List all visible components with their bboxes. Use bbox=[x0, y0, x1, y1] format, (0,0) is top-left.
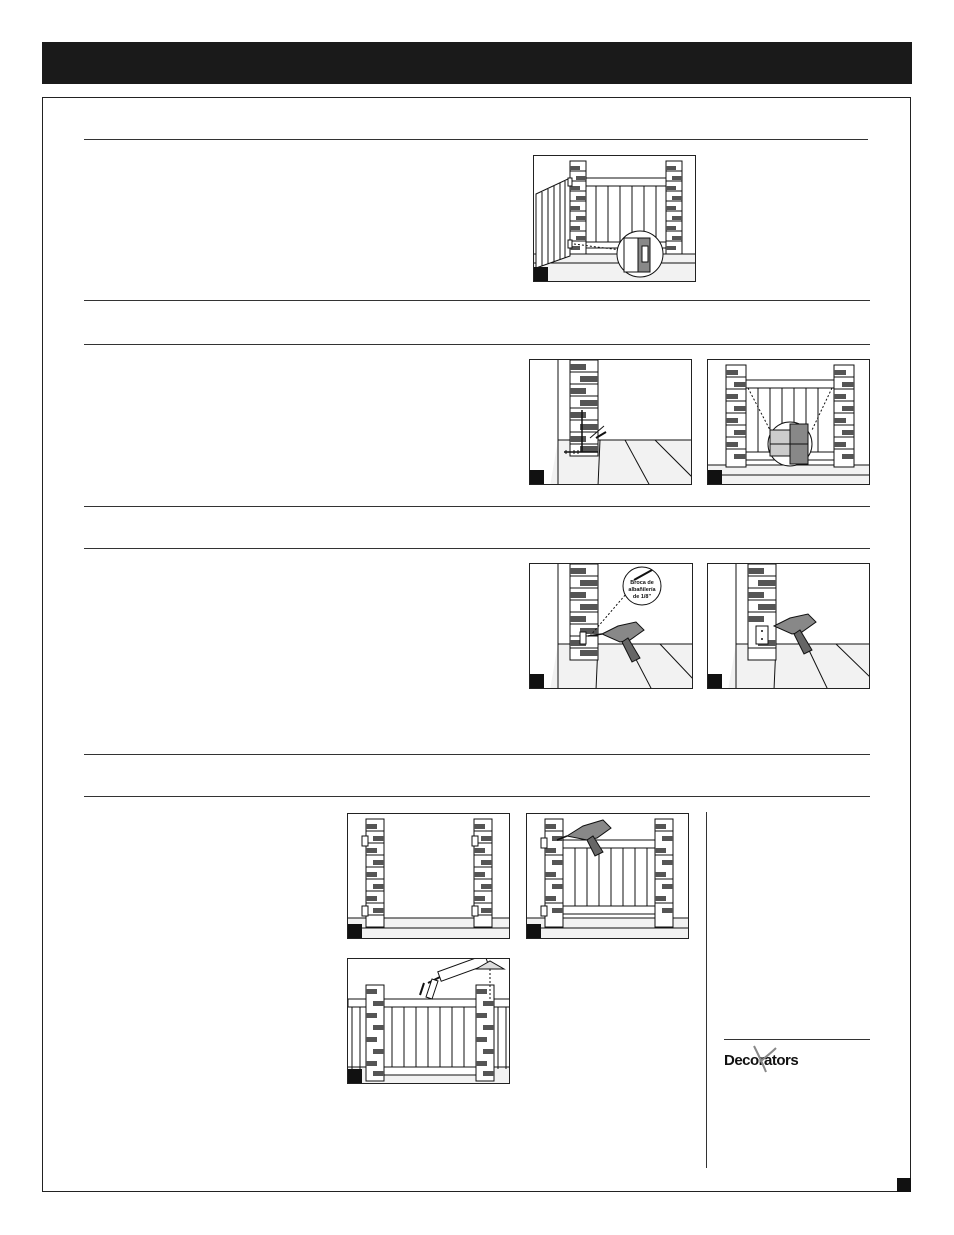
figure-8-illustration bbox=[348, 959, 510, 1084]
figure-2-illustration bbox=[530, 360, 692, 485]
figure-1-number bbox=[534, 267, 548, 281]
figure-1-illustration bbox=[534, 156, 696, 282]
figure-4-number bbox=[530, 674, 544, 688]
figure-3 bbox=[707, 359, 870, 485]
figure-8-number bbox=[348, 1069, 362, 1083]
page-number-marker bbox=[897, 1178, 911, 1192]
section-rule-5 bbox=[84, 548, 870, 549]
figure-4-illustration bbox=[530, 564, 693, 689]
section-rule-2 bbox=[84, 300, 870, 301]
logo-brand-text: Decorators bbox=[724, 1052, 799, 1069]
section-rule-3 bbox=[84, 344, 870, 345]
figure-4 bbox=[529, 563, 693, 689]
figure-5-number bbox=[708, 674, 722, 688]
section-rule-7 bbox=[84, 796, 870, 797]
figure-7-number bbox=[527, 924, 541, 938]
figure-5-illustration bbox=[708, 564, 870, 689]
callout-line-3: de 1/8" bbox=[632, 594, 652, 600]
figure-7-illustration bbox=[527, 814, 689, 939]
figure-3-illustration bbox=[708, 360, 870, 485]
figure-8 bbox=[347, 958, 510, 1084]
figure-6 bbox=[347, 813, 510, 939]
figure-7 bbox=[526, 813, 689, 939]
sidebar-divider bbox=[706, 812, 707, 1168]
figure-2-number bbox=[530, 470, 544, 484]
figure-3-number bbox=[708, 470, 722, 484]
figure-1 bbox=[533, 155, 696, 282]
callout-line-1: Broca de bbox=[630, 580, 654, 586]
figure-5 bbox=[707, 563, 870, 689]
k-swoosh-logo-icon bbox=[748, 1044, 788, 1074]
header-bar bbox=[42, 42, 912, 84]
decorators-logo bbox=[724, 1050, 844, 1076]
callout-line-2: albañilería bbox=[628, 587, 656, 593]
figure-2 bbox=[529, 359, 692, 485]
logo-rule bbox=[724, 1039, 870, 1040]
section-rule-6 bbox=[84, 754, 870, 755]
figure-6-number bbox=[348, 924, 362, 938]
figure-6-illustration bbox=[348, 814, 510, 939]
section-rule-1 bbox=[84, 139, 868, 140]
section-rule-4 bbox=[84, 506, 870, 507]
